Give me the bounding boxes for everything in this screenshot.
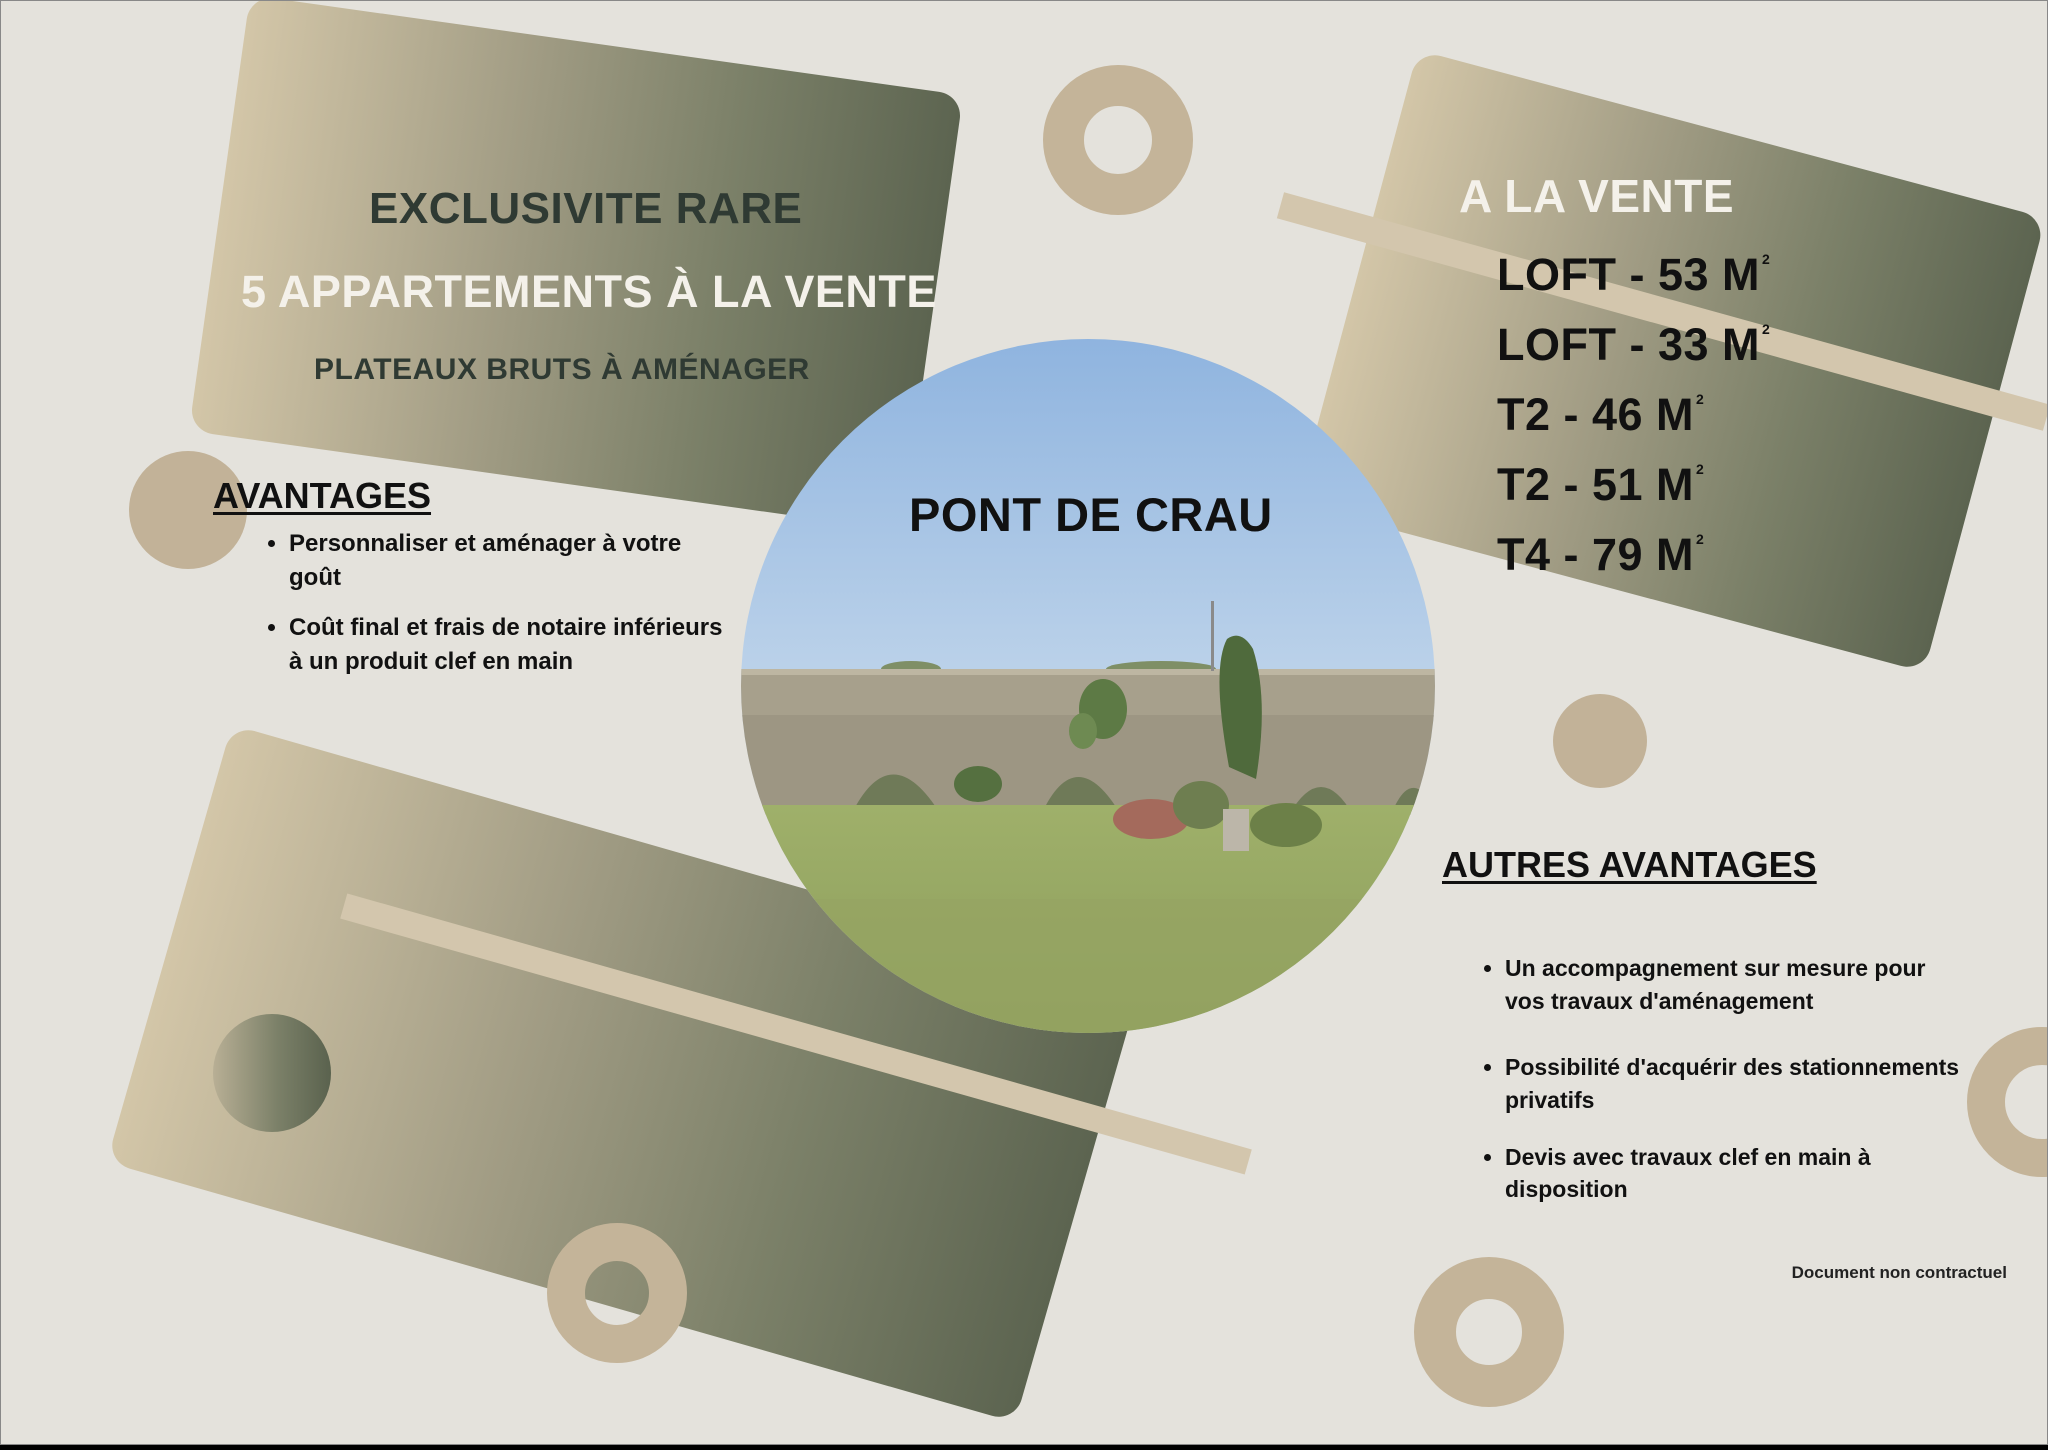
headline-exclusivity: EXCLUSIVITE RARE <box>369 184 803 233</box>
footer-note: Document non contractuel <box>1791 1263 2007 1282</box>
advantages-title: AVANTAGES <box>213 475 432 516</box>
offer-loft-33: LOFT - 33 M $^2$ <box>1497 319 1771 370</box>
disc-gradient <box>213 1014 331 1132</box>
offer-t4-79: T4 - 79 M $^2$ <box>1497 529 1705 580</box>
bridge-photo <box>741 339 1435 1033</box>
ring-top-center <box>1043 65 1193 215</box>
headline-apartments: 5 APPARTEMENTS À LA VENTE <box>241 266 937 317</box>
list-item: • Un accompagnement sur mesure pour vos travaux d'aménagement <box>1505 952 1965 1017</box>
other-advantages-list <box>1477 952 1965 1206</box>
other-advantages-title: AUTRES AVANTAGES <box>1442 844 1817 885</box>
list-item: • Personnaliser et aménager à votre goût <box>289 527 729 595</box>
disc-right <box>1553 694 1647 788</box>
ring-right-edge <box>1967 1027 2048 1177</box>
headline-plateaux: PLATEAUX BRUTS À AMÉNAGER <box>314 353 810 386</box>
offer-loft-53: LOFT - 53 M $^2$ <box>1497 249 1771 300</box>
bridge-illustration <box>741 339 1435 1033</box>
offer-t2-46: T2 - 46 M $^2$ <box>1497 389 1705 440</box>
list-item: • Possibilité d'acquérir des stationnements privatifs <box>1505 1051 1965 1116</box>
for-sale-title: A LA VENTE <box>1459 170 1735 222</box>
list-item: • Devis avec travaux clef en main à disposition <box>1505 1141 1965 1206</box>
photo-caption: PONT DE CRAU <box>909 488 1273 541</box>
ring-bottom-left <box>547 1223 687 1363</box>
offer-t2-51: T2 - 51 M $^2$ <box>1497 459 1705 510</box>
list-item: • Coût final et frais de notaire inférieurs à un produit clef en main <box>289 611 729 679</box>
ring-bottom-right <box>1414 1257 1564 1407</box>
advantages-list <box>261 527 729 679</box>
